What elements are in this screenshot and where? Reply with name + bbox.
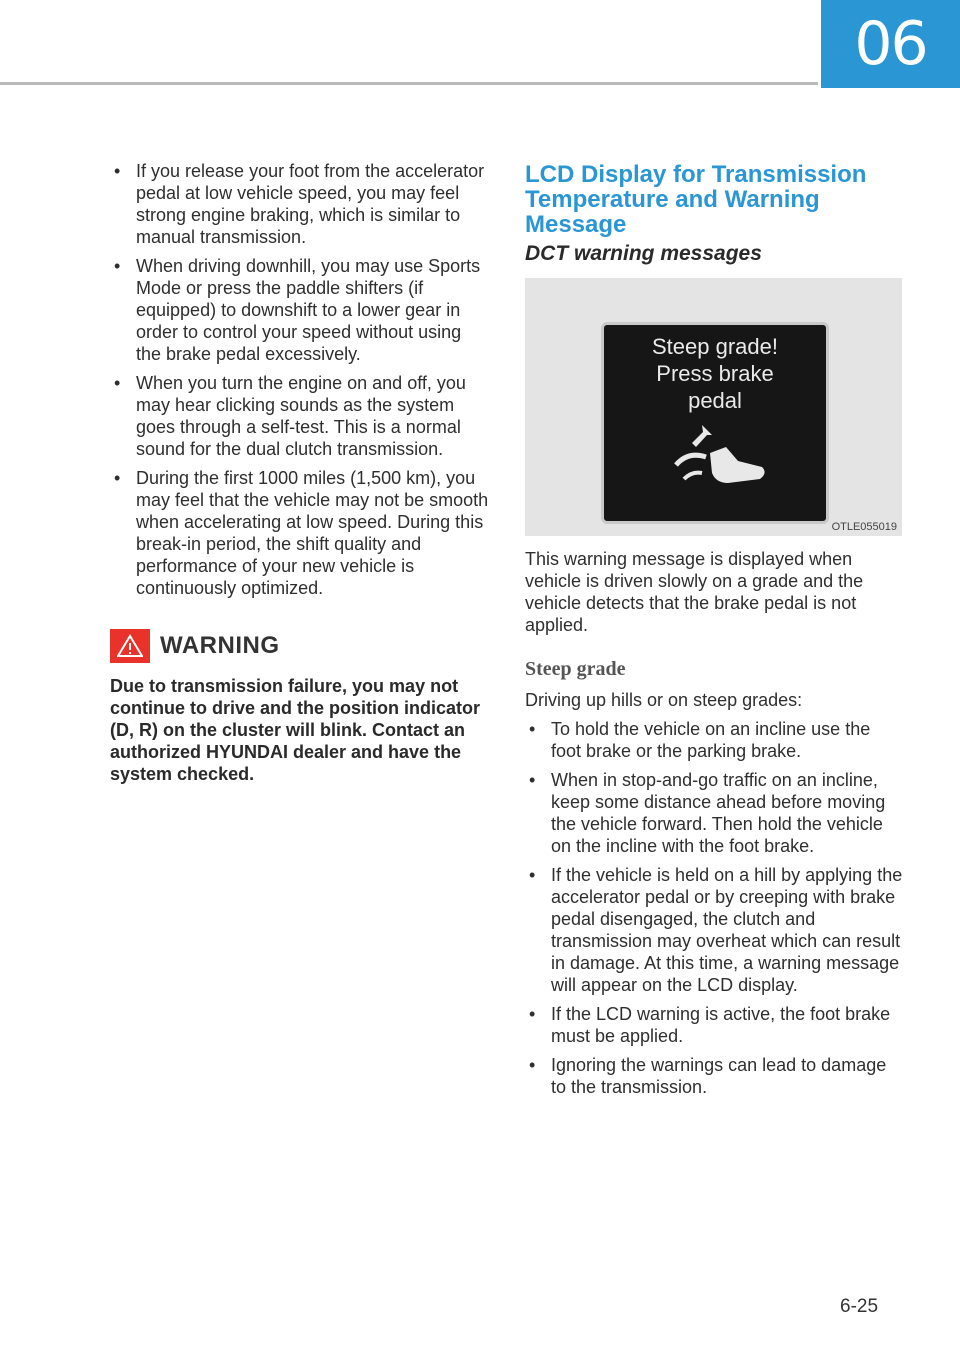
brake-pedal-icon (666, 417, 776, 497)
right-bullet-list (525, 718, 905, 1098)
list-item: • If the LCD warning is active, the foot brake must be applied. (525, 1003, 905, 1047)
chapter-tab: 06 (821, 0, 960, 88)
right-column (525, 160, 905, 1105)
lcd-line: Press brake (656, 361, 774, 386)
list-item: • When you turn the engine on and off, you may hear clicking sounds as the system goes through a self-test. This is a normal sound for the dual clutch transmission. (110, 372, 490, 460)
steep-grade-heading: Steep grade (525, 658, 626, 680)
left-column (110, 160, 490, 785)
list-item: • If the vehicle is held on a hill by applying the accelerator pedal or by creeping with brake pedal disengaged, the clutch and transmission may overheat which can result in damage. At this time, a warning message will appear on the LCD display. (525, 864, 905, 996)
lcd-warning-figure (525, 278, 902, 536)
header-rule (0, 82, 818, 85)
warning-triangle-icon (110, 629, 150, 663)
warning-title: WARNING (160, 632, 280, 659)
list-item: • If you release your foot from the accelerator pedal at low vehicle speed, you may feel strong engine braking, which is similar to manual transmission. (110, 160, 490, 248)
lcd-message (604, 333, 826, 414)
warning-text: Due to transmission failure, you may not continue to drive and the position indicator (D, R) on the cluster will blink. Contact an authorized HYUNDAI dealer and have the system checked. (110, 676, 481, 784)
section-title: LCD Display for Transmission Temperature and Warning Message (525, 161, 867, 238)
lcd-screen (601, 322, 829, 524)
lcd-line: Steep grade! (652, 334, 778, 359)
page-number: 6-25 (840, 1296, 879, 1317)
left-bullet-list (110, 160, 490, 599)
list-item: • When driving downhill, you may use Sports Mode or press the paddle shifters (if equipped) to downshift to a lower gear in order to control your speed without using the brake pedal excessively. (110, 255, 490, 365)
steep-grade-lead: Driving up hills or on steep grades: (525, 690, 803, 710)
figure-code: OTLE055019 (831, 521, 897, 533)
subsection-title: DCT warning messages (525, 242, 762, 265)
list-item: • During the first 1000 miles (1,500 km), you may feel that the vehicle may not be smooth when accelerating at low speed. During this break-in period, the shift quality and performance of your new vehicle is continuously optimized. (110, 467, 490, 599)
list-item: • When in stop-and-go traffic on an incline, keep some distance ahead before moving the vehicle forward. Then hold the vehicle on the incline with the foot brake. (525, 769, 905, 857)
warning-header (110, 629, 490, 663)
list-item: • To hold the vehicle on an incline use the foot brake or the parking brake. (525, 718, 905, 762)
intro-paragraph: This warning message is displayed when vehicle is driven slowly on a grade and the vehicle detects that the brake pedal is not applied. (525, 549, 864, 635)
lcd-line: pedal (688, 388, 742, 413)
list-item: • Ignoring the warnings can lead to damage to the transmission. (525, 1054, 905, 1098)
